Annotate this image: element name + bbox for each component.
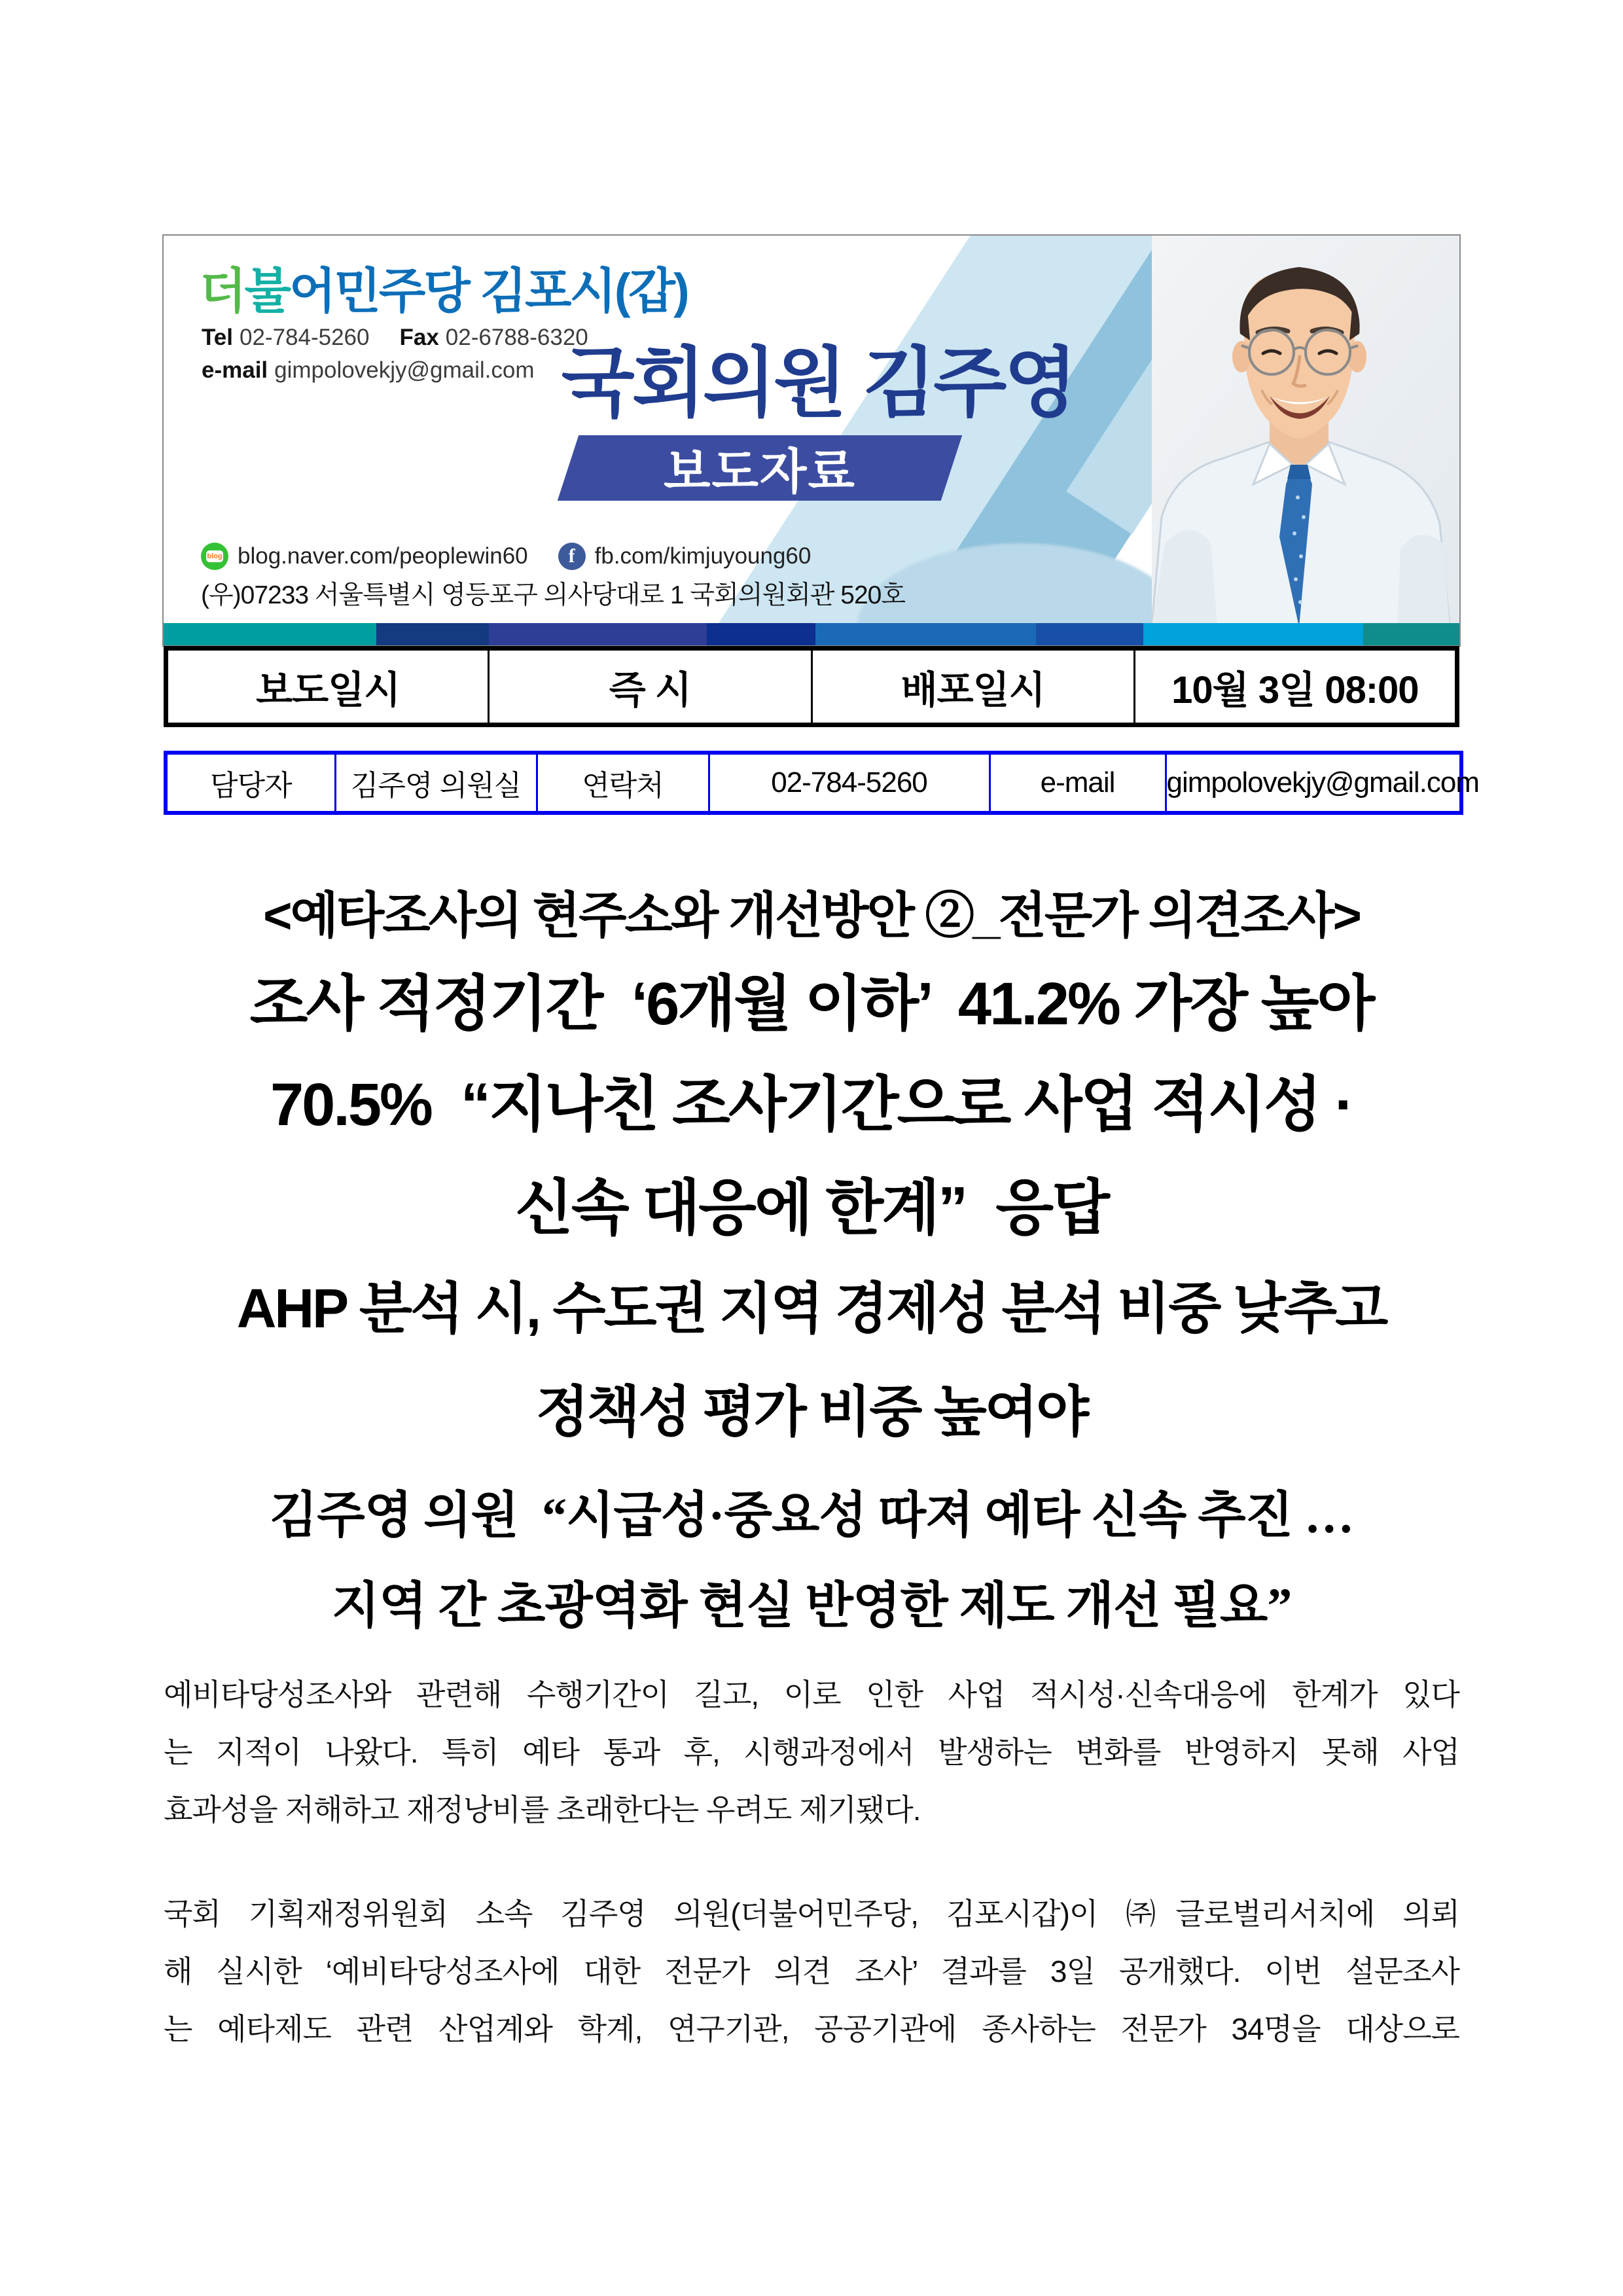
headline-quote-line2: 신속 대응에 한계” 응답: [514, 1175, 1109, 1242]
tel-fax-line: [202, 325, 588, 351]
body-line: 국회 기획재정위원회 소속 김주영 의원(더불어민주당, 김포시갑)이 ㈜글로벌리서치에 의뢰: [164, 1897, 1459, 1931]
strip-segment: [1363, 623, 1459, 645]
email-value: gimpolovekjy@gmail.com: [274, 357, 535, 383]
strip-segment: [164, 623, 376, 645]
body-paragraph-1: [164, 1666, 1459, 1839]
release-date-label-cell: 보도일시: [166, 649, 489, 725]
headline-ahp-line2: 정책성 평가 비중 높여야: [535, 1381, 1088, 1443]
phone-label-cell: 연락처: [537, 753, 709, 813]
phone-value-cell: 02-784-5260: [709, 753, 990, 813]
body-line: 효과성을 저해하고 재정낭비를 초래한다는 우려도 제기됐다.: [164, 1793, 921, 1827]
fax-value: 02-6788-6320: [445, 325, 588, 350]
manager-label-cell: 담당자: [166, 753, 335, 813]
headline-quote-line1: 70.5% “지나친 조사기간으로 사업 적시성 ·: [270, 1071, 1353, 1138]
distribution-date-value-cell: 10월 3일 08:00: [1134, 649, 1457, 725]
banner-color-strip: [164, 623, 1459, 645]
table-row: [166, 649, 1457, 725]
facebook-url[interactable]: fb.com/kimjuyoung60: [594, 543, 812, 569]
headline-ahp-line1: AHP 분석 시, 수도권 지역 경제성 분석 비중 낮추고: [236, 1278, 1387, 1339]
body-line: 예비타당성조사와 관련해 수행기간이 길고, 이로 인한 사업 적시성·신속대응에 한계가 있다: [164, 1677, 1459, 1712]
strip-segment: [489, 623, 707, 645]
table-row: [166, 753, 1461, 813]
blog-url[interactable]: blog.naver.com/peoplewin60: [238, 543, 528, 569]
email-line: [202, 357, 534, 384]
strip-segment: [815, 623, 1036, 645]
logo-part-blue: 어민주당 김포시(갑): [289, 264, 688, 318]
email-value-cell: gimpolovekjy@gmail.com: [1166, 753, 1461, 813]
strip-segment: [376, 623, 489, 645]
facebook-icon: f: [558, 543, 586, 570]
press-release-label: 보도자료: [664, 444, 856, 499]
party-logo: [200, 253, 688, 322]
email-label: e-mail: [202, 357, 268, 383]
body-paragraph-2: [164, 1885, 1459, 2058]
headline-remark-line1: 김주영 의원 “시급성·중요성 따져 예타 신속 추진 …: [269, 1488, 1354, 1543]
release-date-value-cell: 즉 시: [489, 649, 812, 725]
strip-segment: [1143, 623, 1364, 645]
header-banner: [162, 234, 1461, 647]
tel-value: 02-784-5260: [239, 325, 370, 350]
social-links-line: [201, 542, 811, 571]
body-line: 는 지적이 나왔다. 특히 예타 통과 후, 시행과정에서 발생하는 변화를 반영하지 못해 사업: [164, 1735, 1459, 1769]
body-line: 는 예타제도 관련 산업계와 학계, 연구기관, 공공기관에 종사하는 전문가 34명을 대상으로: [164, 2012, 1459, 2046]
headline-survey-period: 조사 적정기간 ‘6개월 이하’ 41.2% 가장 높아: [249, 971, 1374, 1037]
member-title: 국회의원 김주영: [561, 340, 1075, 425]
tel-label: Tel: [202, 325, 233, 350]
contact-table: [164, 751, 1479, 815]
headline-remark-line2: 지역 간 초광역화 현실 반영한 제도 개선 필요”: [331, 1579, 1292, 1634]
blog-icon: blog: [201, 543, 228, 570]
strip-segment: [1036, 623, 1143, 645]
press-release-band: [558, 435, 962, 501]
distribution-date-label-cell: 배포일시: [812, 649, 1134, 725]
logo-part-teal: 불: [244, 264, 289, 318]
strip-segment: [707, 623, 815, 645]
manager-value-cell: 김주영 의원실: [335, 753, 537, 813]
logo-part-green: 더: [200, 264, 245, 318]
email-label-cell: e-mail: [990, 753, 1166, 813]
release-info-table: [164, 646, 1459, 727]
office-address: (우)07233 서울특별시 영등포구 의사당대로 1 국회의원회관 520호: [201, 581, 906, 609]
body-line: 해 실시한 ‘예비타당성조사에 대한 전문가 의견 조사’ 결과를 3일 공개했다. 이번 설문조사: [164, 1954, 1459, 1988]
fax-label: Fax: [399, 325, 439, 350]
headline-series-title: <예타조사의 현주소와 개선방안 ②_전문가 의견조사>: [263, 888, 1360, 944]
politician-photo: [1113, 236, 1459, 626]
